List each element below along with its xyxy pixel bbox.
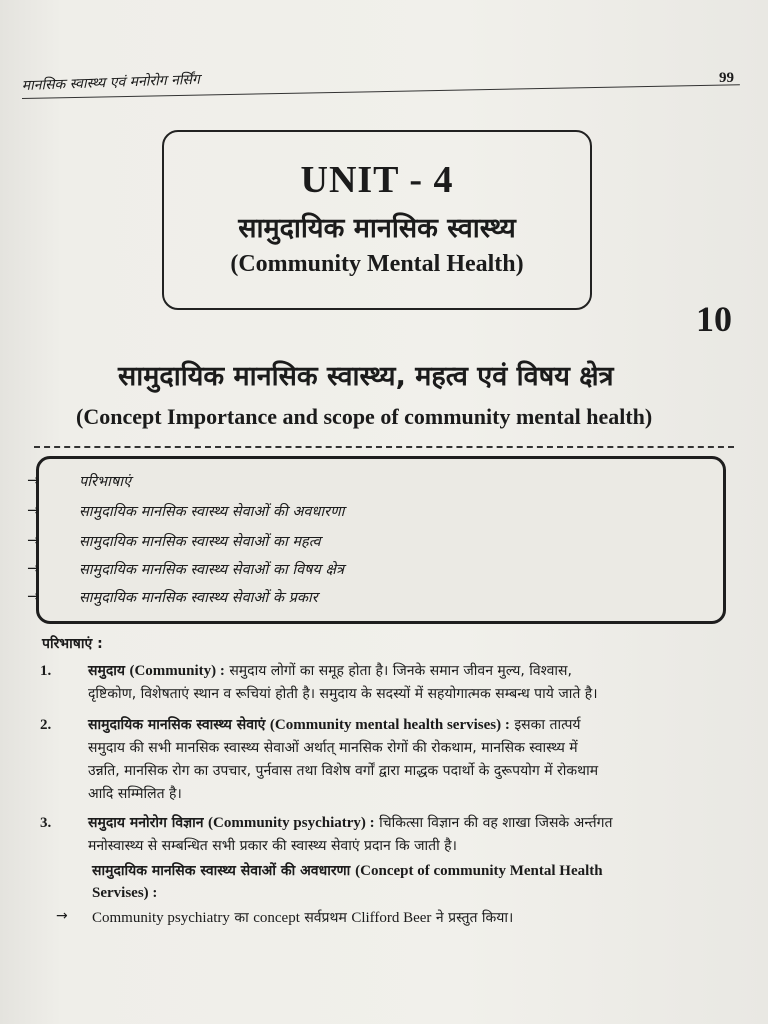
dashed-divider (34, 446, 734, 448)
topic-label: सामुदायिक मानसिक स्वास्थ्य सेवाओं का महत्व (79, 534, 321, 550)
topic-item (27, 531, 321, 551)
unit-title-english: (Community Mental Health) (230, 251, 524, 277)
topic-item (27, 471, 132, 491)
definition-text: समुदाय की सभी मानसिक स्वास्थ्य सेवाओं अर्थात् मानसिक रोगों की रोकथाम, मानसिक स्वास्थ्य में (88, 740, 578, 756)
point-text: का (234, 910, 249, 926)
definition-term: समुदाय (88, 663, 126, 679)
definition-text: इसका तात्पर्य (514, 717, 581, 733)
definition-text: उन्नति, मानसिक रोग का उपचार, पुर्नवास तथा विशेष वर्गों द्वारा माद्धक पदार्थो के दुरूपयोग में रोकथाम (88, 763, 599, 779)
definition-term-english: (Community mental health servises) : (269, 717, 510, 733)
definition-item (40, 812, 730, 858)
item-number: 3. (40, 815, 52, 831)
definition-text: आदि सम्मिलित है। (88, 786, 182, 802)
topic-item (27, 587, 318, 607)
chapter-title-english: (Concept Importance and scope of community mental health) (76, 404, 653, 429)
definition-term: समुदाय मनोरोग विज्ञान (88, 815, 204, 831)
concept-heading-hindi: सामुदायिक मानसिक स्वास्थ्य सेवाओं की अवधारणा (92, 863, 351, 879)
arrow-icon: → (56, 908, 68, 924)
definition-text: मनोस्वास्थ्य से सम्बन्धित सभी प्रकार की स्वास्थ्य सेवाएं प्रदान कि जाती है। (88, 838, 457, 854)
unit-title-hindi: सामुदायिक मानसिक स्वास्थ्य (238, 213, 516, 244)
arrow-icon: → (27, 587, 40, 605)
item-number: 1. (40, 663, 52, 679)
arrow-icon: → (27, 531, 40, 549)
definition-text: चिकित्सा विज्ञान की वह शाखा जिसके अर्न्तगत (379, 815, 613, 831)
definition-item (40, 660, 730, 706)
unit-title-box (162, 130, 592, 310)
point-term: Community psychiatry (92, 910, 230, 926)
topic-label: परिभाषाएं (79, 474, 132, 490)
unit-title: UNIT - 4 (300, 159, 454, 201)
definition-term-english: (Community psychiatry) : (208, 815, 375, 831)
topic-label: सामुदायिक मानसिक स्वास्थ्य सेवाओं की अवधारणा (79, 504, 345, 520)
chapter-number: 10 (696, 299, 732, 339)
concept-heading (92, 860, 732, 904)
concept-heading-english-cont: Servises) : (92, 885, 158, 901)
topic-label: सामुदायिक मानसिक स्वास्थ्य सेवाओं का विषय क्षेत्र (79, 562, 344, 578)
point-term: concept (253, 910, 300, 926)
chapter-topics-box (27, 456, 726, 624)
running-head: मानसिक स्वास्थ्य एवं मनोरोग नर्सिंग (21, 71, 201, 95)
concept-heading-english: (Concept of community Mental Health (355, 863, 603, 879)
topic-item (27, 501, 345, 521)
definition-text: समुदाय लोगों का समूह होता है। जिनके समान जीवन मुल्य, विश्वास, (229, 663, 572, 679)
chapter-title-hindi: सामुदायिक मानसिक स्वास्थ्य, महत्व एवं विषय क्षेत्र (118, 361, 614, 392)
definition-term-english: (Community) : (129, 663, 225, 679)
definitions-heading: परिभाषाएं : (42, 636, 103, 652)
arrow-icon: → (27, 501, 40, 519)
topic-item (27, 559, 344, 579)
item-number: 2. (40, 717, 52, 733)
topic-label: सामुदायिक मानसिक स्वास्थ्य सेवाओं के प्रकार (79, 590, 318, 606)
definition-term: सामुदायिक मानसिक स्वास्थ्य सेवाएं (88, 717, 266, 733)
point-term: Clifford Beer (351, 910, 432, 926)
point-text: ने प्रस्तुत किया। (435, 910, 514, 926)
point-text: सर्वप्रथम (304, 910, 347, 926)
page-number: 99 (719, 70, 734, 86)
definition-item (40, 714, 730, 806)
concept-point (56, 908, 736, 927)
arrow-icon: → (27, 471, 40, 489)
definition-text: दृष्टिकोण, विशेषताएं स्थान व रूचियां होती है। समुदाय के सदस्यों में सहयोगात्मक सम्बन्ध पाये जाते है। (88, 686, 598, 702)
arrow-icon: → (27, 559, 40, 577)
